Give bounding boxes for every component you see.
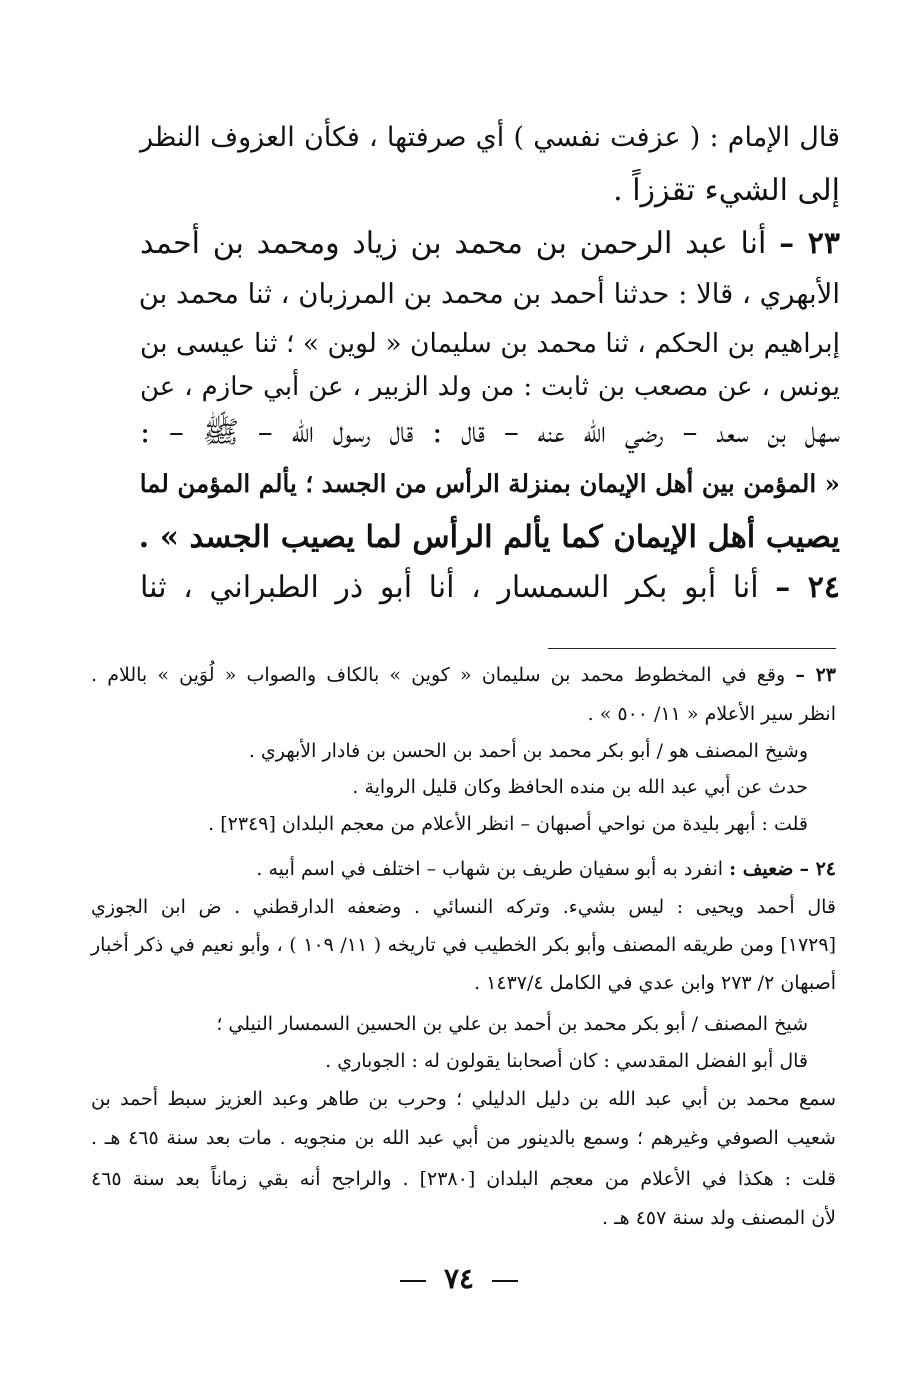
body-line-10 [140, 570, 840, 605]
footnote-24-line-6: قال أبو الفضل المقدسي : كان أصحابنا يقولون له : الجوباري . [325, 1050, 808, 1072]
hadith-text-line-2: يصيب أهل الإيمان كما يألم الرأس لما يصيب الجسد » . [138, 519, 840, 555]
footnote-23-line-1-text: وقع في المخطوط محمد بن سليمان « كوين » بالكاف والصواب « لُوَين » باللام . [91, 664, 786, 686]
hadith-number-24: ٢٤ – [775, 570, 840, 605]
footnote-number-23: ٢٣ – [795, 664, 836, 686]
footnote-24-line-7: سمع محمد بن أبي عبد الله بن دليل الدليلي ؛ وحرب بن طاهر وعبد العزيز سبط أحمد بن [91, 1088, 836, 1110]
body-line-5: إبراهيم بن الحكم ، ثنا محمد بن سليمان « لوين » ؛ ثنا عيسى بن [140, 328, 840, 359]
footnote-24-line-3: [١٧٢٩] ومن طريقه المصنف وأبو بكر الخطيب في تاريخه ( ١١/ ١٠٩ ) ، وأبو نعيم في ذكر أخبار [91, 934, 837, 956]
hadith-number-23: ٢٣ – [779, 226, 840, 261]
page-number [0, 1262, 918, 1295]
body-line-10-text: أنا أبو بكر السمسار ، أنا أبو ذر الطبراني ، ثنا [140, 570, 759, 605]
footnote-24-line-8: شعيب الصوفي وغيرهم ؛ وسمع بالدينور من أبي عبد الله بن منجويه . مات بعد سنة ٤٦٥ هـ . [91, 1127, 836, 1149]
body-line-6: يونس ، عن مصعب بن ثابت : من ولد الزبير ، عن أبي حازم ، عن [140, 372, 840, 402]
page-number-dash-right [492, 1280, 518, 1282]
hadith-text-line-1: « المؤمن بين أهل الإيمان بمنزلة الرأس من الجسد ؛ يألم المؤمن لما [139, 469, 840, 498]
footnote-24-line-4: أصبهان ٢/ ٢٧٣ وابن عدي في الكامل ١٤٣٧/٤ . [474, 972, 836, 994]
footnote-24-line-5: شيخ المصنف / أبو بكر محمد بن أحمد بن علي بن الحسين السمسار النيلي ؛ [216, 1013, 808, 1035]
footnote-24-line-2: قال أحمد ويحيى : ليس بشيء. وتركه النسائي . وضعفه الدارقطني . ض ابن الجوزي [91, 896, 836, 918]
footnote-separator [548, 648, 836, 649]
body-line-7: سهل بن سعد – رضي الله عنه – قال : قال رسول الله – ﷺ – : [140, 415, 840, 450]
body-line-3 [140, 226, 840, 261]
footnote-23-line-5: قلت : أبهر بليدة من نواحي أصبهان – انظر الأعلام من معجم البلدان [٢٣٤٩] . [208, 813, 808, 835]
footnote-daif-label: ضعيف : [729, 858, 794, 880]
body-line-4: الأبهري ، قالا : حدثنا أحمد بن محمد بن المرزبان ، ثنا محمد بن [138, 278, 840, 310]
page-number-value: ٧٤ [443, 1262, 475, 1295]
page-number-dash-left [400, 1280, 426, 1282]
footnote-23-line-2: انظر سير الأعلام « ١١/ ٥٠٠ » . [587, 703, 836, 725]
footnote-24-line-9: قلت : هكذا في الأعلام من معجم البلدان [٢٣٨٠] . والراجح أنه بقي زماناً بعد سنة ٤٦٥ [91, 1168, 836, 1190]
footnote-23-line-4: حدث عن أبي عبد الله بن منده الحافظ وكان قليل الرواية . [352, 776, 808, 798]
footnote-23-line-3: وشيخ المصنف هو / أبو بكر محمد بن أحمد بن الحسن بن فادار الأبهري . [248, 740, 808, 762]
footnote-24-line-10: لأن المصنف ولد سنة ٤٥٧ هـ . [602, 1207, 836, 1229]
body-line-3-text: أنا عبد الرحمن بن محمد بن زياد ومحمد بن أحمد [140, 226, 767, 261]
footnote-number-24: ٢٤ – [799, 858, 836, 880]
footnote-23-line-1 [91, 664, 836, 686]
footnote-24-line-1-text: انفرد به أبو سفيان طريف بن شهاب – اختلف في اسم أبيه . [256, 858, 724, 880]
body-line-2: إلى الشيء تقززاً . [613, 173, 840, 208]
body-line-1: قال الإمام : ( عزفت نفسي ) أي صرفتها ، فكأن العزوف النظر [140, 122, 840, 153]
footnote-24-line-1 [91, 858, 836, 880]
